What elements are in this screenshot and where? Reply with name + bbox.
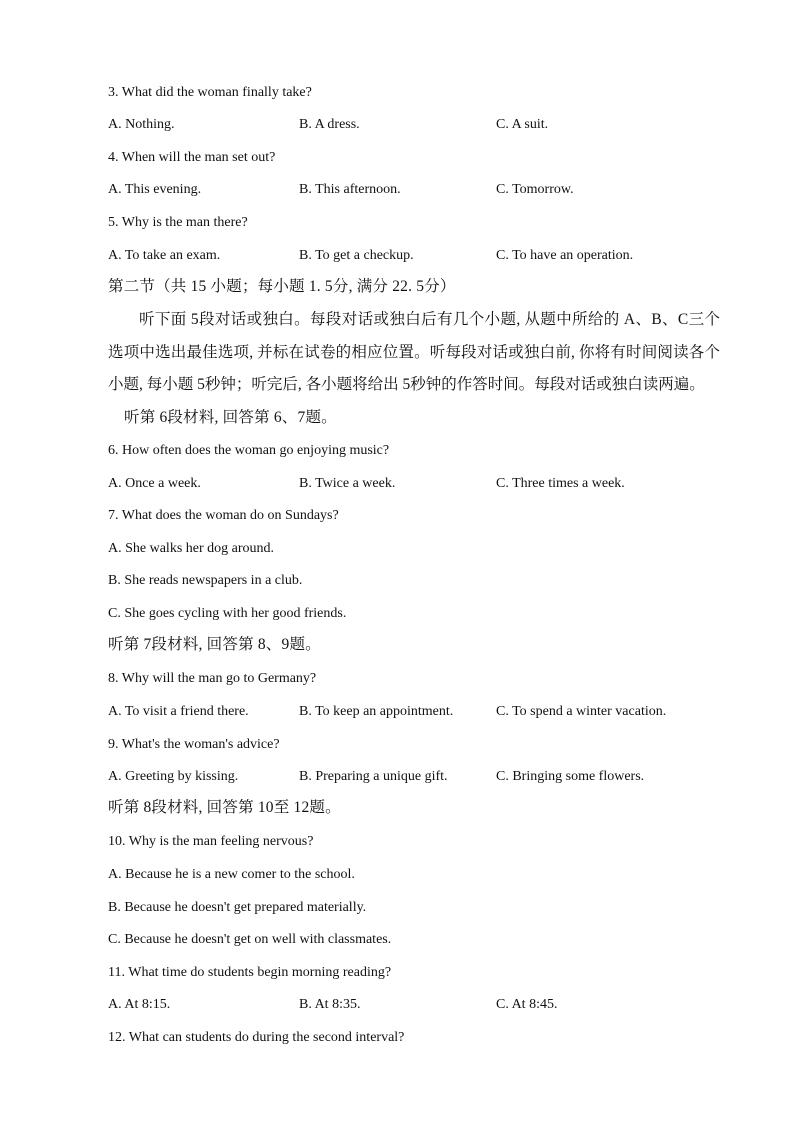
question-5-option-b: B. To get a checkup.	[299, 248, 414, 263]
question-12-stem: 12. What can students do during the second interval?	[108, 1030, 405, 1045]
material-7-header: 听第 7段材料, 回答第 8、9题。	[108, 636, 321, 653]
question-4-option-c: C. Tomorrow.	[496, 182, 574, 197]
question-3-stem: 3. What did the woman finally take?	[108, 85, 312, 100]
question-11-stem: 11. What time do students begin morning reading?	[108, 965, 392, 980]
question-11-option-b: B. At 8:35.	[299, 997, 361, 1012]
question-4-option-b: B. This afternoon.	[299, 182, 401, 197]
question-11-option-c: C. At 8:45.	[496, 997, 558, 1012]
question-10-option-c: C. Because he doesn't get on well with classmates.	[108, 932, 392, 947]
question-7-option-b: B. She reads newspapers in a club.	[108, 573, 303, 588]
question-4-stem: 4. When will the man set out?	[108, 150, 276, 165]
question-11-option-a: A. At 8:15.	[108, 997, 171, 1012]
question-5-option-a: A. To take an exam.	[108, 248, 221, 263]
section-2-heading: 第二节（共 15 小题；每小题 1. 5分, 满分 22. 5分）	[108, 278, 456, 295]
question-8-option-a: A. To visit a friend there.	[108, 704, 249, 719]
question-10-stem: 10. Why is the man feeling nervous?	[108, 834, 314, 849]
question-9-option-b: B. Preparing a unique gift.	[299, 769, 448, 784]
question-6-stem: 6. How often does the woman go enjoying music?	[108, 443, 390, 458]
question-9-option-c: C. Bringing some flowers.	[496, 769, 645, 784]
question-9-option-a: A. Greeting by kissing.	[108, 769, 239, 784]
question-8-option-b: B. To keep an appointment.	[299, 704, 454, 719]
question-9-stem: 9. What's the woman's advice?	[108, 737, 280, 752]
question-7-stem: 7. What does the woman do on Sundays?	[108, 508, 339, 523]
question-6-option-c: C. Three times a week.	[496, 476, 625, 491]
question-3-option-a: A. Nothing.	[108, 117, 175, 132]
question-7-option-c: C. She goes cycling with her good friends.	[108, 606, 347, 621]
question-3-option-b: B. A dress.	[299, 117, 360, 132]
material-6-header: 听第 6段材料, 回答第 6、7题。	[124, 409, 337, 426]
question-5-option-c: C. To have an operation.	[496, 248, 634, 263]
section-2-instructions: 听下面 5段对话或独白。每段对话或独白后有几个小题, 从题中所给的 A、B、C三个选项中选出最佳选项, 并标在试卷的相应位置。听每段对话或独白前, 你将有时间阅读各个小题, 每小题 5秒钟；听完后, 各小题将给出 5秒钟的作答时间。每段对话或独白读两遍。	[108, 311, 720, 393]
question-7-option-a: A. She walks her dog around.	[108, 541, 275, 556]
question-10-option-a: A. Because he is a new comer to the school.	[108, 867, 355, 882]
question-6-option-a: A. Once a week.	[108, 476, 201, 491]
question-8-stem: 8. Why will the man go to Germany?	[108, 671, 317, 686]
material-8-header: 听第 8段材料, 回答第 10至 12题。	[108, 799, 341, 816]
question-10-option-b: B. Because he doesn't get prepared materially.	[108, 900, 367, 915]
question-5-stem: 5. Why is the man there?	[108, 215, 248, 230]
question-6-option-b: B. Twice a week.	[299, 476, 396, 491]
question-3-option-c: C. A suit.	[496, 117, 549, 132]
question-4-option-a: A. This evening.	[108, 182, 202, 197]
question-8-option-c: C. To spend a winter vacation.	[496, 704, 667, 719]
